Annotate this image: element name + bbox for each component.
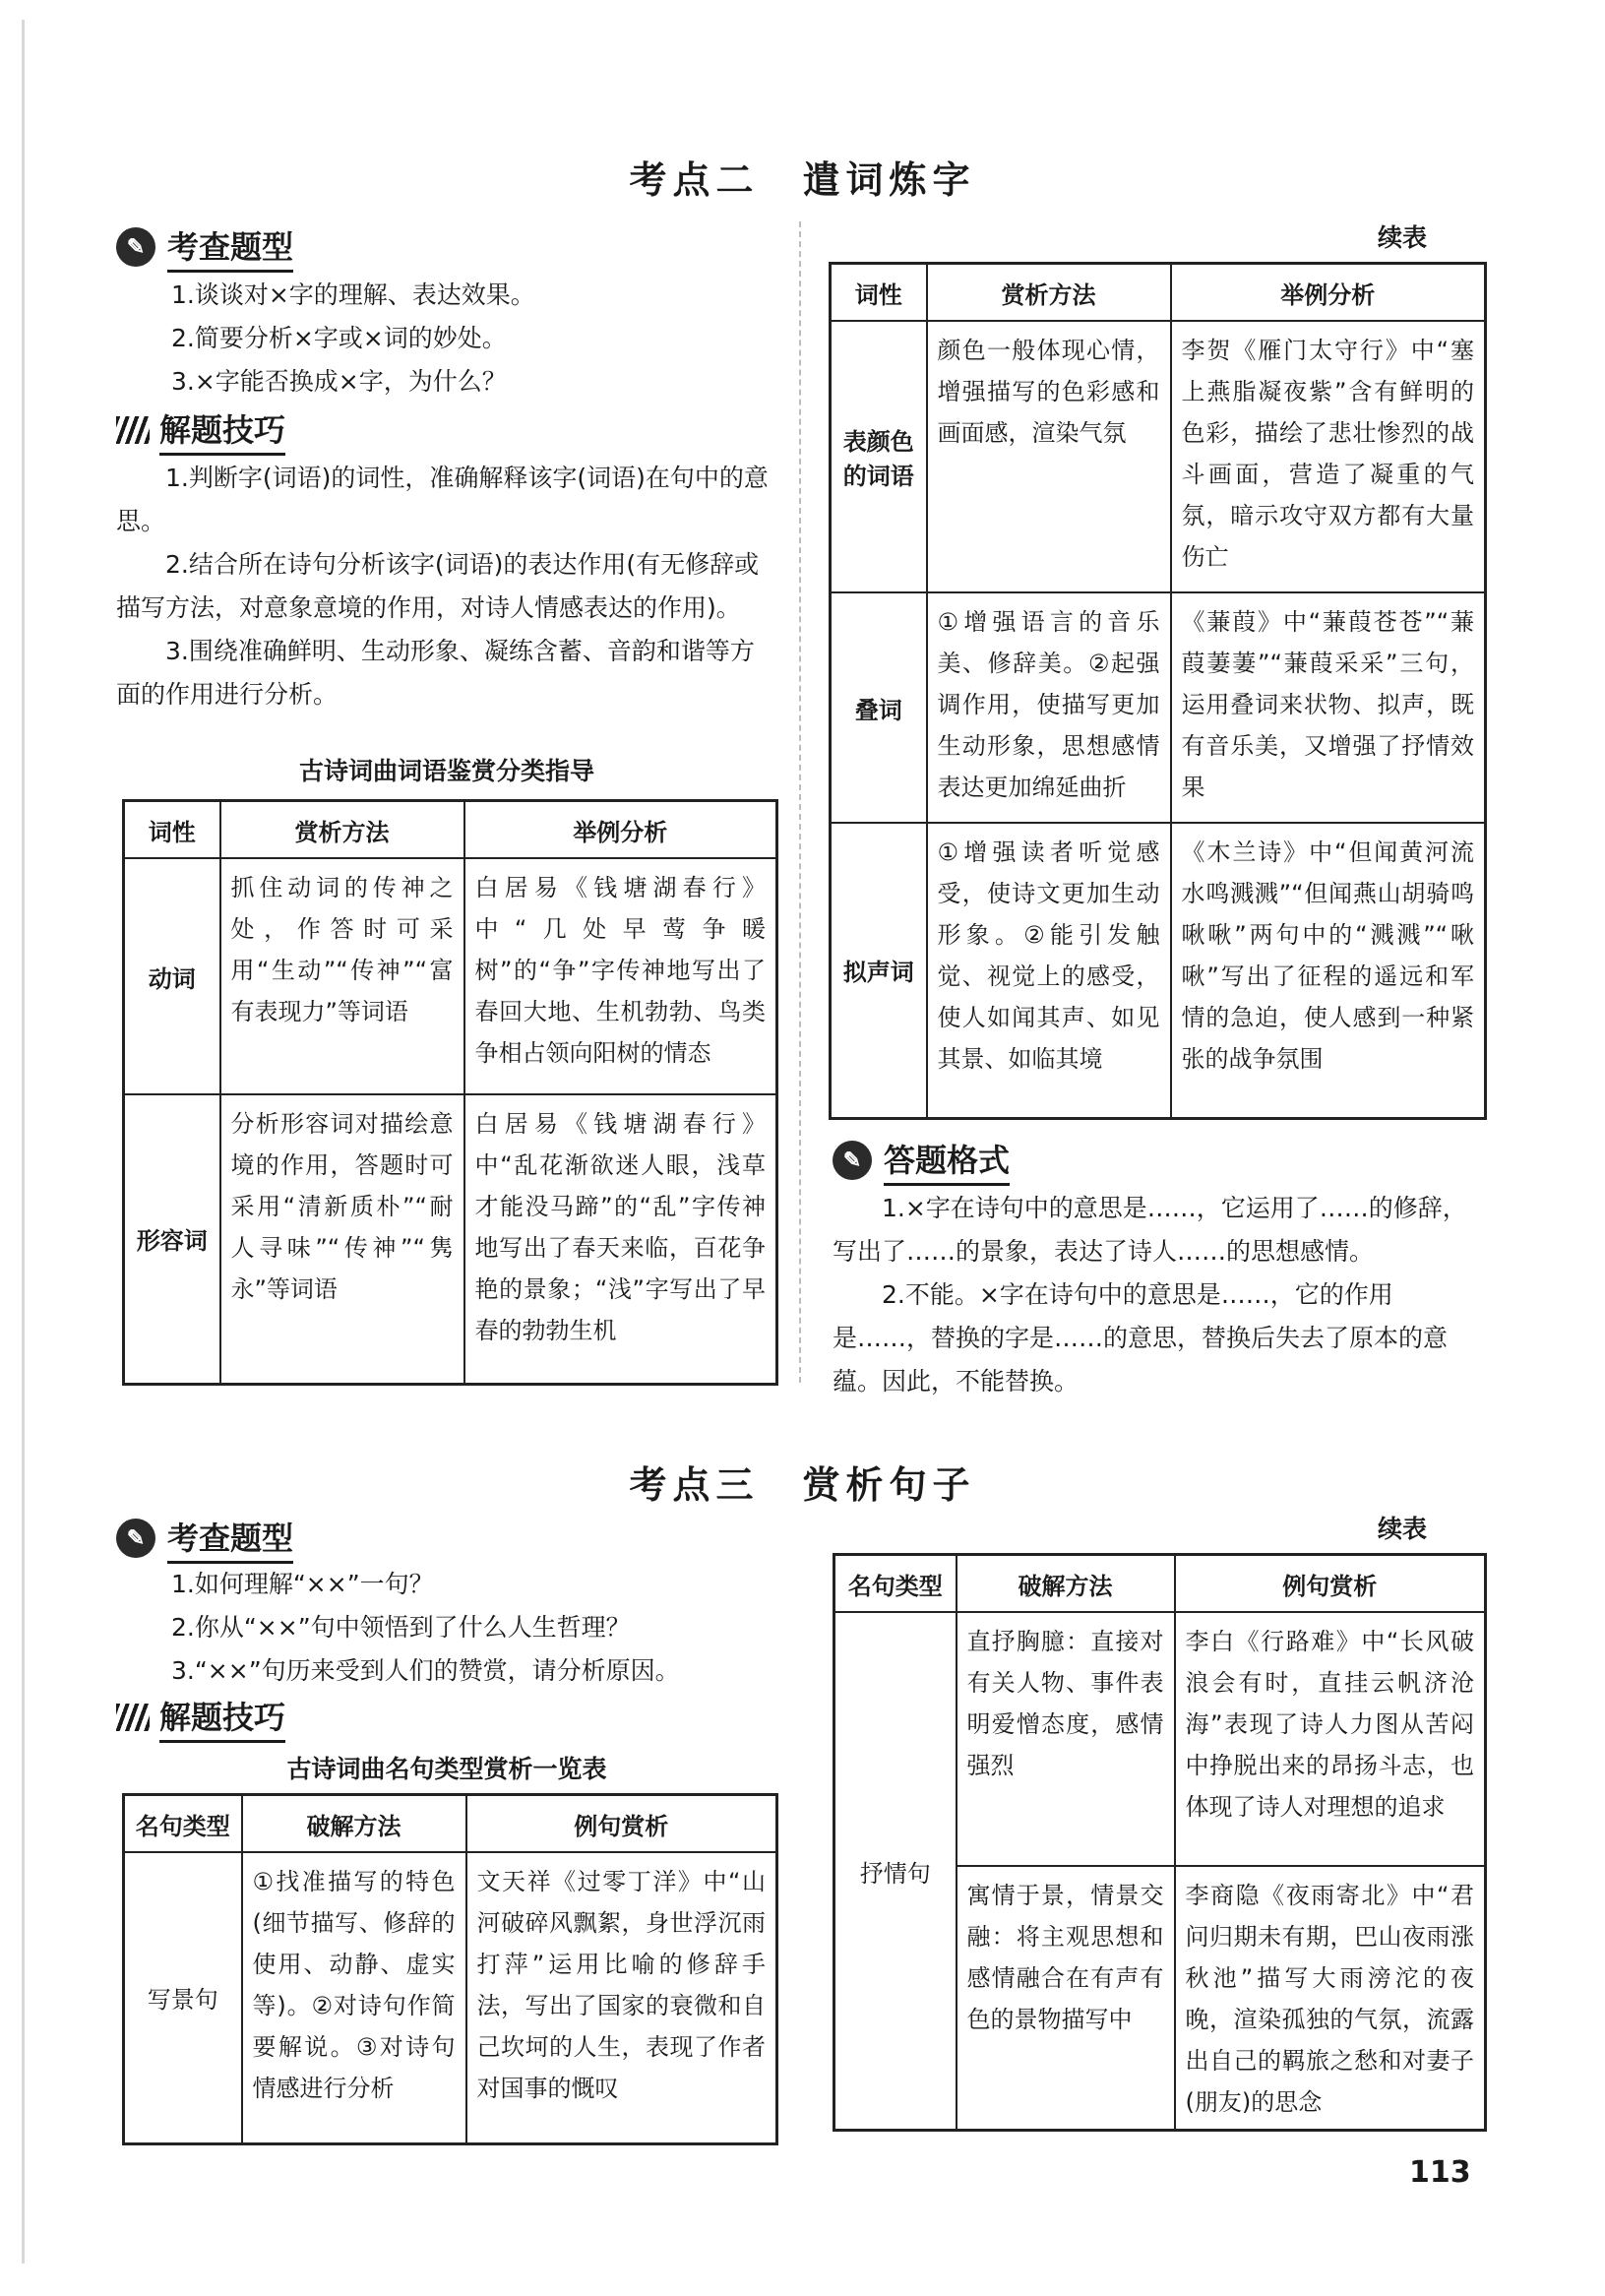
header-cell: 赏析方法 — [220, 801, 464, 859]
method-cell: 抓住动词的传神之处，作答时可采用“生动”“传神”“富有表现力”等词语 — [220, 858, 464, 1094]
method-cell: ①增强读者听觉感受，使诗文更加生动形象。②能引发触觉、视觉上的感受，使人如闻其声、如见其景、如临其境 — [927, 823, 1171, 1118]
section-2-label: 考点二 — [629, 157, 760, 202]
s2-answer-body — [833, 1187, 1484, 1403]
s3-tips-heading: 解题技巧 — [116, 1695, 773, 1740]
book-icon: ✎ — [833, 1141, 872, 1180]
table-header-row — [831, 264, 1486, 322]
header-cell: 例句赏析 — [1175, 1555, 1486, 1613]
header-cell: 词性 — [831, 264, 927, 322]
s3-question-list — [116, 1563, 773, 1693]
continued-label: 续表 — [1378, 223, 1428, 252]
category-cell: 拟声词 — [831, 823, 927, 1118]
header-cell: 赏析方法 — [927, 264, 1171, 322]
table-row — [124, 1852, 777, 2143]
s3-table-left — [122, 1793, 778, 2145]
table-row — [834, 1612, 1486, 1866]
example-cell: 李白《行路难》中“长风破浪会有时，直挂云帆济沧海”表现了诗人力图从苦闷中挣脱出来的昂扬斗志，也体现了诗人对理想的追求 — [1175, 1612, 1486, 1866]
s2-tip: 2.结合所在诗句分析该字(词语)的表达作用(有无修辞或描写方法，对意象意境的作用，对诗人情感表达的作用)。 — [116, 550, 760, 622]
table-row — [124, 1094, 777, 1384]
stripes-icon — [116, 416, 150, 444]
table-header-row — [124, 1795, 777, 1853]
continued-label: 续表 — [1378, 1515, 1428, 1543]
category-cell: 形容词 — [124, 1094, 220, 1384]
s3-question-types-heading: ✎ 考查题型 — [116, 1516, 773, 1561]
stripes-icon — [116, 1704, 150, 1731]
table-row — [124, 858, 777, 1094]
header-cell: 例句赏析 — [466, 1795, 777, 1853]
page-number: 113 — [1409, 2155, 1471, 2190]
category-cell: 写景句 — [124, 1852, 242, 2143]
header-cell: 名句类型 — [834, 1555, 957, 1613]
s2-answer-format-heading: ✎ 答题格式 — [833, 1138, 1484, 1183]
category-cell: 表颜色的词语 — [831, 321, 927, 592]
example-cell: 文天祥《过零丁洋》中“山河破碎风飘絮，身世浮沉雨打萍”运用比喻的修辞手法，写出了国家的衰微和自己坎坷的人生，表现了作者对国事的慨叹 — [466, 1852, 777, 2143]
category-cell: 叠词 — [831, 592, 927, 823]
page-edge — [22, 20, 25, 2264]
s3-question-item: 3.“××”句历来受到人们的赞赏，请分析原因。 — [171, 1656, 680, 1685]
header-cell: 举例分析 — [464, 801, 777, 859]
section-title-3 — [0, 1455, 1605, 1509]
table-row — [831, 823, 1486, 1118]
column-divider — [799, 221, 801, 1383]
example-cell: 李贺《雁门太守行》中“塞上燕脂凝夜紫”含有鲜明的色彩，描绘了悲壮惨烈的战斗画面，营造了凝重的气氛，暗示攻守双方都有大量伤亡 — [1171, 321, 1486, 592]
s2-tips-body — [116, 457, 773, 716]
table-header-row — [834, 1555, 1486, 1613]
header-cell: 破解方法 — [957, 1555, 1175, 1613]
s3-tips — [116, 1695, 773, 1740]
example-cell: 白居易《钱塘湖春行》中“乱花渐欲迷人眼，浅草才能没马蹄”的“乱”字传神地写出了春天来临，百花争艳的景象；“浅”字写出了早春的勃勃生机 — [464, 1094, 777, 1384]
s2-question-item: 2.简要分析×字或×词的妙处。 — [171, 324, 507, 352]
s3-question-types — [116, 1516, 773, 1693]
s2-table-caption: 古诗词曲词语鉴赏分类指导 — [298, 757, 594, 785]
s2-answer-format — [833, 1138, 1484, 1403]
s3-table-right — [833, 1553, 1487, 2132]
method-cell: ①增强语言的音乐美、修辞美。②起强调作用，使描写更加生动形象，思想感情表达更加绵延曲折 — [927, 592, 1171, 823]
s2-tips-heading: 解题技巧 — [116, 407, 773, 453]
s2-table-left — [122, 799, 778, 1386]
header-cell: 举例分析 — [1171, 264, 1486, 322]
method-cell: 寓情于景，情景交融：将主观思想和感情融合在有声有色的景物描写中 — [957, 1866, 1175, 2131]
example-cell: 李商隐《夜雨寄北》中“君问归期未有期，巴山夜雨涨秋池”描写大雨滂沱的夜晚，渲染孤独的气氛，流露出自己的羁旅之愁和对妻子(朋友)的思念 — [1175, 1866, 1486, 2131]
category-cell: 动词 — [124, 858, 220, 1094]
example-cell: 《木兰诗》中“但闻黄河流水鸣溅溅”“但闻燕山胡骑鸣啾啾”两句中的“溅溅”“啾啾”写出了征程的遥远和军情的急迫，使人感到一种紧张的战争氛围 — [1171, 823, 1486, 1118]
header-cell: 破解方法 — [242, 1795, 466, 1853]
s3-question-item: 2.你从“××”句中领悟到了什么人生哲理？ — [171, 1613, 631, 1642]
s2-table-right — [829, 262, 1487, 1120]
method-cell: ①找准描写的特色(细节描写、修辞的使用、动静、虚实等)。②对诗句作简要解说。③对诗句情感进行分析 — [242, 1852, 466, 2143]
book-icon: ✎ — [116, 1519, 155, 1558]
s2-tip: 1.判断字(词语)的词性，准确解释该字(词语)在句中的意思。 — [116, 464, 769, 535]
s2-question-types-heading: ✎ 考查题型 — [116, 224, 773, 270]
s3-table-caption: 古诗词曲名句类型赏析一览表 — [286, 1755, 607, 1783]
s2-question-types — [116, 224, 773, 403]
section-title-2 — [0, 150, 1605, 204]
header-cell: 名句类型 — [124, 1795, 242, 1853]
table-row — [831, 592, 1486, 823]
method-cell: 颜色一般体现心情，增强描写的色彩感和画面感，渲染气氛 — [927, 321, 1171, 592]
s2-question-item: 1.谈谈对×字的理解、表达效果。 — [171, 280, 535, 309]
table-header-row — [124, 801, 777, 859]
example-cell: 白居易《钱塘湖春行》中“几处早莺争暖树”的“争”字传神地写出了春回大地、生机勃勃、鸟类争相占领向阳树的情态 — [464, 858, 777, 1094]
section-2-name: 遣词炼字 — [802, 157, 976, 202]
answer-para: 1.×字在诗句中的意思是……，它运用了……的修辞，写出了……的景象，表达了诗人……的思想感情。 — [833, 1194, 1467, 1266]
s2-question-item: 3.×字能否换成×字，为什么？ — [171, 367, 507, 396]
example-cell: 《蒹葭》中“蒹葭苍苍”“蒹葭萋萋”“蒹葭采采”三句，运用叠词来状物、拟声，既有音乐美，又增强了抒情效果 — [1171, 592, 1486, 823]
section-3-name: 赏析句子 — [802, 1462, 976, 1507]
s2-tip: 3.围绕准确鲜明、生动形象、凝练含蓄、音韵和谐等方面的作用进行分析。 — [116, 637, 755, 709]
s2-tips — [116, 407, 773, 716]
header-cell: 词性 — [124, 801, 220, 859]
s2-question-list — [116, 274, 773, 403]
method-cell: 分析形容词对描绘意境的作用，答题时可采用“清新质朴”“耐人寻味”“传神”“隽永”等词语 — [220, 1094, 464, 1384]
category-cell: 抒情句 — [834, 1612, 957, 2131]
book-icon: ✎ — [116, 227, 155, 267]
method-cell: 直抒胸臆：直接对有关人物、事件表明爱憎态度，感情强烈 — [957, 1612, 1175, 1866]
section-3-label: 考点三 — [629, 1462, 760, 1507]
s3-question-item: 1.如何理解“××”一句？ — [171, 1570, 434, 1598]
table-row — [831, 321, 1486, 592]
answer-para: 2.不能。×字在诗句中的意思是……，它的作用是……，替换的字是……的意思，替换后失去了原本的意蕴。因此，不能替换。 — [833, 1280, 1449, 1396]
